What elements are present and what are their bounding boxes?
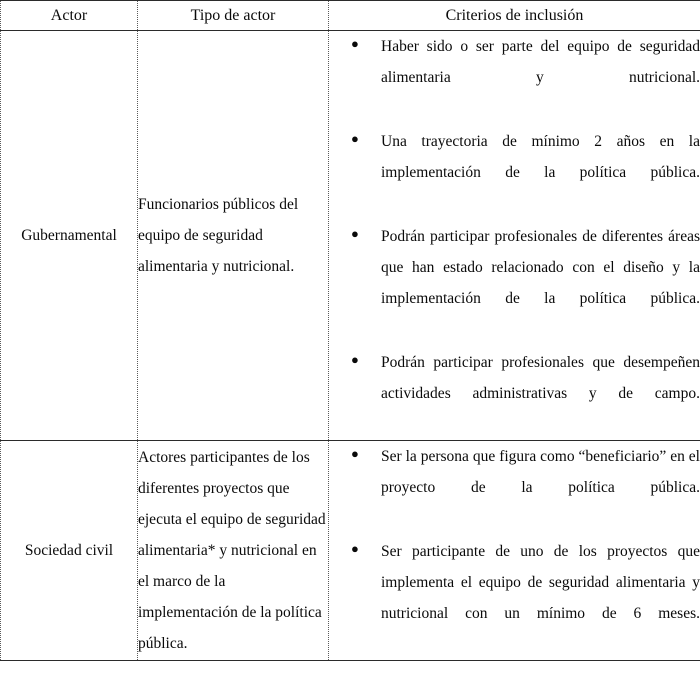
- bullet-icon: ●: [351, 541, 359, 556]
- cell-actor: Gubernamental: [1, 31, 138, 441]
- cell-tipo-de-actor: [138, 31, 329, 441]
- bullet-icon: ●: [351, 226, 359, 241]
- bullet-icon: ●: [351, 446, 359, 461]
- cell-actor: Sociedad civil: [1, 441, 138, 661]
- cell-criterios: [329, 31, 700, 441]
- bullet-icon: ●: [351, 131, 359, 146]
- list-item-text: Podrán participar profesionales que desempeñen actividades administrativas y de campo.: [381, 354, 700, 402]
- list-item-text: Ser participante de uno de los proyectos que implementa el equipo de seguridad alimentaria y nutricional con un mínimo de 6 meses.: [381, 543, 700, 622]
- column-header-actor: Actor: [1, 1, 138, 31]
- tipo-text: Funcionarios públicos del equipo de seguridad alimentaria y nutricional.: [138, 196, 299, 275]
- bullet-icon: ●: [351, 36, 359, 51]
- list-item: [329, 441, 700, 534]
- column-header-tipo-de-actor: Tipo de actor: [138, 1, 329, 31]
- list-item-text: Haber sido o ser parte del equipo de seguridad alimentaria y nutricional.: [381, 38, 700, 86]
- criteria-list: [329, 31, 700, 440]
- tipo-text: Actores participantes de los diferentes proyectos que ejecuta el equipo de seguridad alimentaria* y nutricional en el marco de la implementación de la política pública.: [138, 449, 326, 652]
- table-row: [1, 31, 700, 441]
- list-item-text: Podrán participar profesionales de diferentes áreas que han estado relacionado con el diseño y la implementación de la política pública.: [381, 228, 700, 307]
- column-header-criterios-de-inclusion: Criterios de inclusión: [329, 1, 700, 31]
- table-row: [1, 441, 700, 661]
- criteria-list: [329, 441, 700, 660]
- table-body: [1, 31, 700, 661]
- list-item-text: Ser la persona que figura como “beneficiario” en el proyecto de la política pública.: [381, 448, 700, 496]
- list-item: [329, 126, 700, 219]
- bullet-icon: ●: [351, 352, 359, 367]
- list-item: [329, 347, 700, 440]
- list-item: [329, 221, 700, 345]
- header-row: [1, 1, 700, 31]
- cell-criterios: [329, 441, 700, 661]
- list-item: [329, 536, 700, 660]
- cell-tipo-de-actor: [138, 441, 329, 661]
- table-header: [1, 1, 700, 31]
- list-item-text: Una trayectoria de mínimo 2 años en la implementación de la política pública.: [381, 133, 700, 181]
- list-item: [329, 31, 700, 124]
